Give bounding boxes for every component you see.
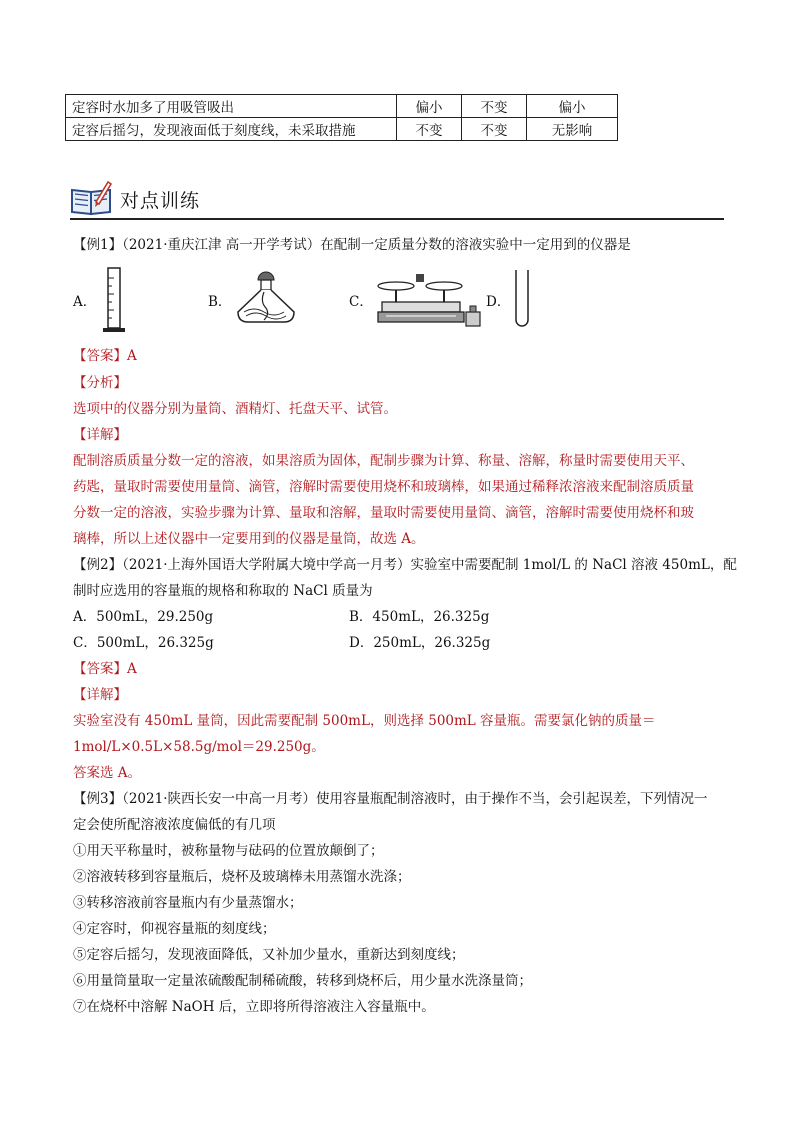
answer-value: A	[127, 348, 137, 364]
ex3-item: ③转移溶液前容量瓶内有少量蒸馏水；	[73, 895, 303, 911]
section-heading	[70, 178, 724, 220]
ex3-item: ⑥用量筒量取一定量浓硫酸配制稀硫酸，转移到烧杯后，用少量水洗涤量筒；	[73, 973, 532, 989]
ex1-detail-line: 分数一定的溶液，实验步骤为计算、量取和溶解，量取时需要使用量筒、滴管，溶解时需要使用烧杯和玻	[73, 505, 694, 521]
table-row	[66, 95, 618, 118]
ex2-option-b: B．450mL，26.325g	[349, 609, 490, 625]
ex2-option-d: D．250mL，26.325g	[349, 635, 491, 651]
ex1-detail-tag: 【详解】	[73, 427, 127, 443]
ex3-item: ②溶液转移到容量瓶后，烧杯及玻璃棒未用蒸馏水洗涤；	[73, 869, 411, 885]
ex1-analysis-tag: 【分析】	[73, 375, 127, 391]
ex2-question-line: 【例2】（2021·上海外国语大学附属大境中学高一月考）实验室中需要配制 1mol/L 的 NaCl 溶液 450mL，配	[73, 557, 737, 573]
ex3-question-line: 定会使所配溶液浓度偏低的有几项	[73, 817, 276, 833]
table-row	[66, 118, 618, 141]
ex3-item: ⑦在烧杯中溶解 NaOH 后，立即将所得溶液注入容量瓶中。	[73, 999, 435, 1015]
ex1-option-b-label: B．	[208, 294, 232, 310]
tray-balance-image	[374, 272, 486, 330]
ex1-option-c-label: C．	[349, 294, 373, 310]
table-cell: 定容后摇匀，发现液面低于刻度线，未采取措施	[66, 118, 397, 141]
ex1-answer	[73, 344, 137, 364]
answer-tag: 【答案】	[73, 348, 127, 364]
error-analysis-table	[65, 94, 618, 141]
table-cell: 不变	[462, 118, 527, 141]
table-cell: 偏小	[397, 95, 462, 118]
ex1-detail-line: 药匙，量取时需要使用量筒、滴管，溶解时需要使用烧杯和玻璃棒，如果通过稀释浓溶液来配制溶质质量	[73, 479, 694, 495]
ex1-option-a-label: A．	[73, 294, 97, 310]
ex1-detail-line: 璃棒，所以上述仪器中一定要用到的仪器是量筒，故选 A。	[73, 531, 425, 547]
ex1-analysis: 选项中的仪器分别为量筒、酒精灯、托盘天平、试管。	[73, 401, 397, 417]
answer-value: A	[127, 661, 137, 677]
ex2-option-a: A．500mL，29.250g	[73, 609, 214, 625]
ex3-question-line: 【例3】（2021·陕西长安一中高一月考）使用容量瓶配制溶液时，由于操作不当，会引起误差，下列情况一	[73, 791, 708, 807]
graduated-cylinder-image	[100, 266, 128, 334]
ex2-conclusion: 答案选 A。	[73, 765, 142, 781]
table-cell: 偏小	[527, 95, 618, 118]
table-cell: 不变	[462, 95, 527, 118]
ex3-item: ④定容时，仰视容量瓶的刻度线；	[73, 921, 276, 937]
ex1-question: 【例1】（2021·重庆江津 高一开学考试）在配制一定质量分数的溶液实验中一定用到的仪器是	[73, 237, 631, 253]
table-cell: 定容时水加多了用吸管吸出	[66, 95, 397, 118]
ex2-answer	[73, 657, 137, 677]
ex2-question-line: 制时应选用的容量瓶的规格和称取的 NaCl 质量为	[73, 583, 373, 599]
ex1-detail-line: 配制溶质质量分数一定的溶液，如果溶质为固体，配制步骤为计算、称量、溶解，称量时需要使用天平、	[73, 453, 694, 469]
ex2-detail-line: 1mol/L×0.5L×58.5g/mol＝29.250g。	[73, 739, 325, 755]
ex3-item: ①用天平称量时，被称量物与砝码的位置放颠倒了；	[73, 843, 384, 859]
section-title: 对点训练	[120, 190, 201, 212]
book-pen-icon	[70, 180, 114, 216]
ex2-option-c: C．500mL，26.325g	[73, 635, 214, 651]
ex2-detail-line: 实验室没有 450mL 量筒，因此需要配制 500mL，则选择 500mL 容量瓶。需要氯化钠的质量＝	[73, 713, 656, 729]
heading-rule	[70, 218, 724, 220]
ex1-option-d-label: D．	[486, 294, 511, 310]
table-cell: 无影响	[527, 118, 618, 141]
ex3-item: ⑤定容后摇匀，发现液面降低，又补加少量水，重新达到刻度线；	[73, 947, 465, 963]
answer-tag: 【答案】	[73, 661, 127, 677]
test-tube-image	[512, 268, 532, 330]
alcohol-lamp-image	[234, 266, 298, 328]
ex2-detail-tag: 【详解】	[73, 687, 127, 703]
table-cell: 不变	[397, 118, 462, 141]
